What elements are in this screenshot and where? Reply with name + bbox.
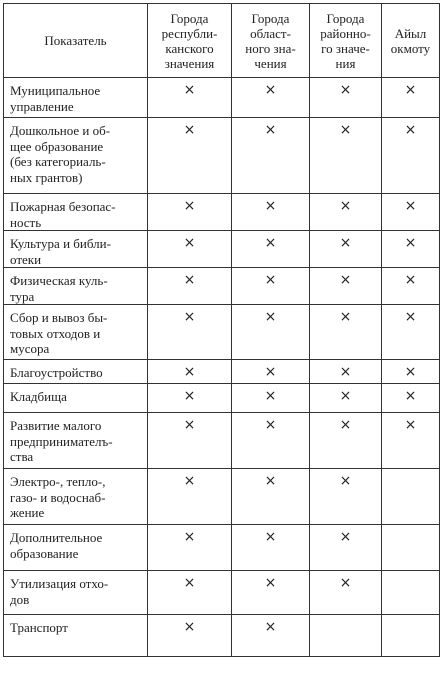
cross-mark: ×: [310, 525, 382, 571]
row-label: Сбор и вывоз бы- товых отходов и мусора: [4, 305, 148, 360]
cross-mark: ×: [382, 384, 440, 413]
cross-mark: ×: [310, 571, 382, 615]
cross-mark: ×: [232, 231, 310, 268]
row-label: Дополнительное образование: [4, 525, 148, 571]
empty-cell: [382, 571, 440, 615]
table-row: [4, 231, 440, 268]
table-row: [4, 525, 440, 571]
empty-cell: [382, 615, 440, 657]
cross-mark: ×: [310, 469, 382, 525]
table-row: [4, 469, 440, 525]
table-row: [4, 268, 440, 305]
cross-mark: ×: [232, 305, 310, 360]
row-label: Электро-, тепло-, газо- и водоснаб- жение: [4, 469, 148, 525]
cross-mark: ×: [310, 384, 382, 413]
row-label: Культура и библи- отеки: [4, 231, 148, 268]
cross-mark: ×: [310, 194, 382, 231]
row-label: Пожарная безопас- ность: [4, 194, 148, 231]
cross-mark: ×: [310, 78, 382, 118]
empty-cell: [310, 615, 382, 657]
cross-mark: ×: [148, 268, 232, 305]
cross-mark: ×: [310, 231, 382, 268]
header-regional-cities: Города област- ного зна- чения: [232, 4, 310, 78]
cross-mark: ×: [232, 469, 310, 525]
cross-mark: ×: [148, 118, 232, 194]
table-header-row: [4, 4, 440, 78]
row-label: Развитие малого предпринимателъ- ства: [4, 413, 148, 469]
cross-mark: ×: [310, 268, 382, 305]
cross-mark: ×: [148, 413, 232, 469]
table-row: [4, 118, 440, 194]
empty-cell: [382, 525, 440, 571]
cross-mark: ×: [148, 384, 232, 413]
cross-mark: ×: [232, 360, 310, 384]
cross-mark: ×: [310, 413, 382, 469]
cross-mark: ×: [232, 78, 310, 118]
cross-mark: ×: [232, 413, 310, 469]
cross-mark: ×: [148, 615, 232, 657]
row-label: Транспорт: [4, 615, 148, 657]
cross-mark: ×: [310, 360, 382, 384]
empty-cell: [382, 469, 440, 525]
cross-mark: ×: [148, 469, 232, 525]
cross-mark: ×: [382, 305, 440, 360]
cross-mark: ×: [232, 525, 310, 571]
table-row: [4, 78, 440, 118]
cross-mark: ×: [382, 360, 440, 384]
cross-mark: ×: [310, 118, 382, 194]
row-label: Благоустройство: [4, 360, 148, 384]
cross-mark: ×: [148, 194, 232, 231]
row-label: Муниципальное управление: [4, 78, 148, 118]
indicators-table: [3, 3, 440, 657]
cross-mark: ×: [148, 305, 232, 360]
cross-mark: ×: [148, 525, 232, 571]
header-ayil-okmotu: Айыл окмоту: [382, 4, 440, 78]
cross-mark: ×: [232, 615, 310, 657]
row-label: Утилизация отхо- дов: [4, 571, 148, 615]
cross-mark: ×: [382, 118, 440, 194]
table-row: [4, 413, 440, 469]
table-row: [4, 384, 440, 413]
cross-mark: ×: [382, 78, 440, 118]
table-row: [4, 571, 440, 615]
table-row: [4, 615, 440, 657]
cross-mark: ×: [148, 231, 232, 268]
cross-mark: ×: [310, 305, 382, 360]
cross-mark: ×: [232, 571, 310, 615]
header-indicator: Показатель: [4, 4, 148, 78]
cross-mark: ×: [232, 268, 310, 305]
cross-mark: ×: [232, 118, 310, 194]
cross-mark: ×: [382, 231, 440, 268]
row-label: Кладбища: [4, 384, 148, 413]
row-label: Дошкольное и об- щее образование (без категориаль- ных грантов): [4, 118, 148, 194]
cross-mark: ×: [382, 194, 440, 231]
cross-mark: ×: [148, 360, 232, 384]
cross-mark: ×: [382, 413, 440, 469]
table-row: [4, 360, 440, 384]
cross-mark: ×: [232, 194, 310, 231]
row-label: Физическая куль- тура: [4, 268, 148, 305]
table-row: [4, 305, 440, 360]
cross-mark: ×: [148, 78, 232, 118]
cross-mark: ×: [232, 384, 310, 413]
cross-mark: ×: [148, 571, 232, 615]
header-republican-cities: Города республи- канского значения: [148, 4, 232, 78]
cross-mark: ×: [382, 268, 440, 305]
table-row: [4, 194, 440, 231]
header-district-cities: Города районно- го значе- ния: [310, 4, 382, 78]
